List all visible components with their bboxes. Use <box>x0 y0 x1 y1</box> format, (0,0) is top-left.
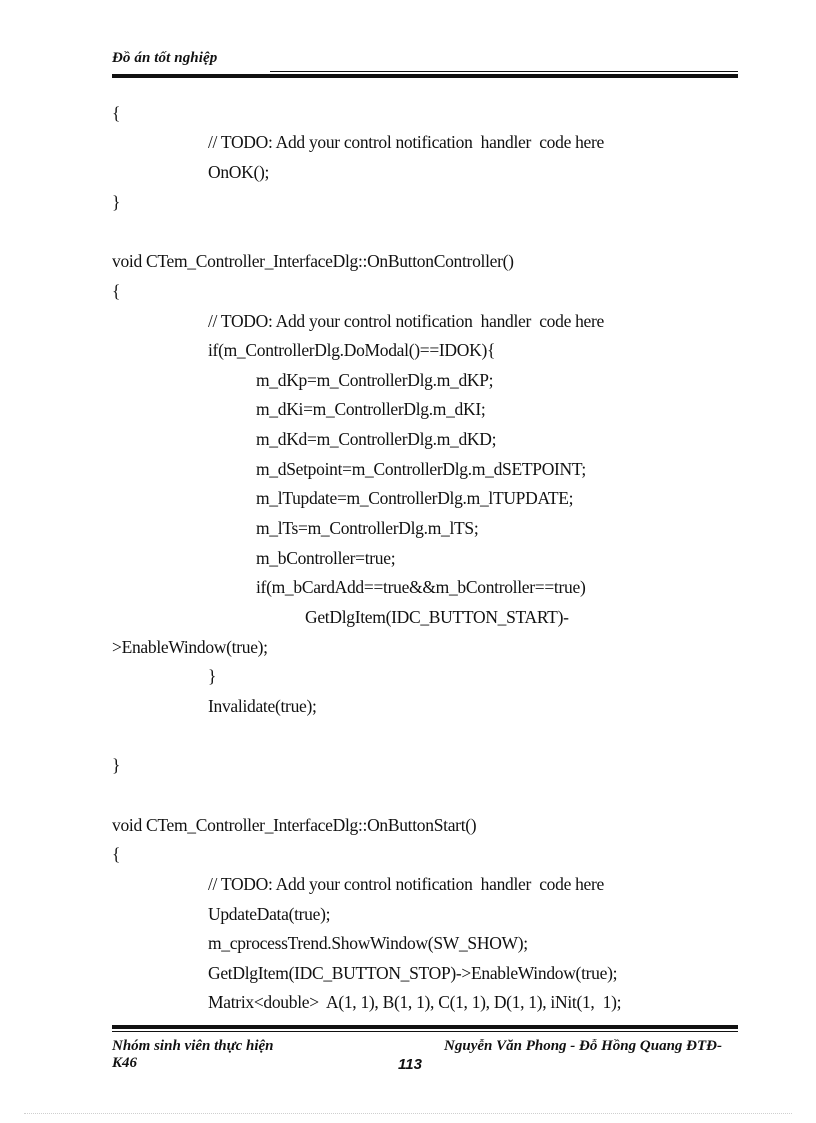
code-line: GetDlgItem(IDC_BUTTON_STOP)->EnableWindow(true); <box>208 963 618 983</box>
footer-rule-thin <box>112 1031 738 1032</box>
footer-group-label: Nhóm sinh viên thực hiện <box>112 1038 274 1054</box>
code-line: m_dKp=m_ControllerDlg.m_dKP; <box>256 370 494 390</box>
code-line: m_lTs=m_ControllerDlg.m_lTS; <box>256 518 479 538</box>
footer-authors: Nguyễn Văn Phong - Đỗ Hồng Quang ĐTĐ- <box>444 1038 722 1054</box>
code-line: m_dKi=m_ControllerDlg.m_dKI; <box>256 399 486 419</box>
code-line: } <box>112 192 121 212</box>
footer-class-code: K46 <box>112 1055 138 1071</box>
code-line: m_dKd=m_ControllerDlg.m_dKD; <box>256 429 497 449</box>
code-line: >EnableWindow(true); <box>112 637 268 657</box>
code-line: GetDlgItem(IDC_BUTTON_START)- <box>305 607 569 627</box>
code-line: Matrix<double> A(1, 1), B(1, 1), C(1, 1), D(1, 1), iNit(1, 1); <box>208 992 622 1012</box>
code-line: // TODO: Add your control notification handler code here <box>208 132 605 152</box>
code-line: } <box>112 755 121 775</box>
code-line: Invalidate(true); <box>208 696 317 716</box>
code-line: OnOK(); <box>208 162 270 182</box>
page-number: 113 <box>398 1056 422 1073</box>
code-line: void CTem_Controller_InterfaceDlg::OnButtonController() <box>112 251 514 271</box>
code-line: { <box>112 281 121 301</box>
code-line: // TODO: Add your control notification handler code here <box>208 311 605 331</box>
code-line: if(m_bCardAdd==true&&m_bController==true) <box>256 577 586 597</box>
code-line: m_dSetpoint=m_ControllerDlg.m_dSETPOINT; <box>256 459 586 479</box>
header-title: Đồ án tốt nghiệp <box>112 50 218 66</box>
footer-rule-thick <box>112 1025 738 1029</box>
page-edge-divider <box>24 1113 792 1114</box>
code-line: UpdateData(true); <box>208 904 331 924</box>
code-line: void CTem_Controller_InterfaceDlg::OnButtonStart() <box>112 815 477 835</box>
code-line: m_bController=true; <box>256 548 396 568</box>
code-line: { <box>112 103 121 123</box>
code-line: } <box>208 666 217 686</box>
code-line: if(m_ControllerDlg.DoModal()==IDOK){ <box>208 340 496 360</box>
code-line: { <box>112 844 121 864</box>
code-line: m_lTupdate=m_ControllerDlg.m_lTUPDATE; <box>256 488 574 508</box>
code-line: // TODO: Add your control notification handler code here <box>208 874 605 894</box>
code-line: m_cprocessTrend.ShowWindow(SW_SHOW); <box>208 933 528 953</box>
